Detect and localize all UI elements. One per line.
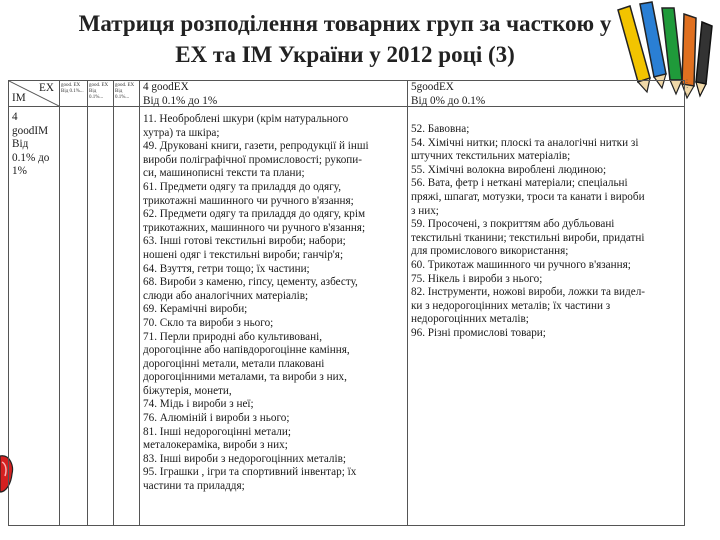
list-item: 49. Друковані книги, газети, репродукції й інші <box>143 140 369 153</box>
list-item: металокераміка, вироби з них; <box>143 439 288 452</box>
list-item: 76. Алюміній і вироби з нього; <box>143 412 290 425</box>
table-grid-line <box>139 81 140 525</box>
list-item: дорогоцінними металами, та вироби з них, <box>143 371 347 384</box>
list-item: 62. Предмети одягу та приладдя до одягу, крім <box>143 208 366 221</box>
tiny-header-1: good. EX Від 0.1%... <box>61 83 84 94</box>
tiny-header-3: good. EX Від 0.1%... <box>115 83 135 100</box>
list-item: 74. Мідь і вироби з неї; <box>143 398 254 411</box>
list-item: біжутерія, монети, <box>143 384 232 397</box>
row-label-line: goodIM <box>12 124 49 137</box>
row-label-line: 4 <box>12 111 18 123</box>
list-item: 56. Вата, фетр і неткані матеріали; спеціальні <box>411 177 628 190</box>
row-label-4goodim <box>12 111 58 179</box>
slide-title <box>0 8 690 70</box>
list-item: 61. Предмети одягу та приладдя до одягу, <box>143 180 342 193</box>
list-item: 75. Нікель і вироби з нього; <box>411 272 543 285</box>
list-item: 81. Інші недорогоцінні метали; <box>143 425 291 438</box>
column-header-4goodex <box>143 81 217 108</box>
list-item: для промислового використання; <box>411 245 569 258</box>
list-item: 68. Вироби з каменю, гіпсу, цементу, азбесту, <box>143 276 358 289</box>
list-item: хутра) та шкіра; <box>143 126 220 139</box>
corner-ex-label: EX <box>39 82 54 94</box>
list-item: 52. Бавовна; <box>411 123 470 135</box>
list-item: частини та приладдя; <box>143 480 245 493</box>
list-item: 60. Трикотаж машинного чи ручного в'язання; <box>411 258 631 271</box>
list-item: слюди або аналогічних матеріалів; <box>143 289 309 302</box>
margin-mark: : <box>686 91 688 99</box>
column-header-5goodex-range: Від 0% до 0.1% <box>411 94 486 107</box>
table-grid-line <box>9 106 684 107</box>
list-item: 69. Керамічні вироби; <box>143 303 248 316</box>
goods-list-5goodex <box>411 123 683 341</box>
list-item: трикотажні машинного чи ручного в'язання; <box>143 194 354 207</box>
list-item: 59. Просочені, з покриттям або дубльовані <box>411 218 615 231</box>
list-item: 96. Різні промислові товари; <box>411 326 546 339</box>
goods-matrix-table <box>8 80 685 526</box>
list-item: пряжі, шпагат, мотузки, троси та канати і вироби <box>411 190 645 203</box>
list-item: ки з недорогоцінних металів; їх частини з <box>411 299 611 312</box>
list-item: 64. Взуття, гетри тощо; їх частини; <box>143 262 310 275</box>
table-grid-line <box>113 81 114 525</box>
list-item: 55. Хімічні волокна вироблені людиною; <box>411 163 607 176</box>
list-item: дорогоцінні метали, метали плаковані <box>143 357 325 370</box>
list-item: 83. Інші вироби з недорогоцінних металів; <box>143 452 347 465</box>
margin-mark: · <box>686 84 689 92</box>
list-item: 70. Скло та вироби з нього; <box>143 316 274 329</box>
list-item: 54. Хімічні нитки; плоскі та аналогічні нитки зі <box>411 136 639 149</box>
row-label-line: 0.1% до <box>12 151 50 164</box>
list-item: трикотажних, машинного чи ручного в'язання; <box>143 221 366 234</box>
corner-im-label: IM <box>12 92 26 104</box>
list-item: 11. Необроблені шкури (крім натурального <box>143 113 349 125</box>
column-header-4goodex-range: Від 0.1% до 1% <box>143 94 218 107</box>
list-item: 82. Інструменти, ножові вироби, ложки та видел- <box>411 286 646 299</box>
row-label-line: 1% <box>12 165 27 178</box>
table-grid-line <box>407 81 408 525</box>
tiny-header-2: good. EX Від 0.1%... <box>89 83 109 100</box>
margin-mark: : <box>686 77 688 85</box>
column-header-5goodex-code: 5goodEX <box>411 81 454 93</box>
list-item: си, машинописні тексти та плани; <box>143 167 305 180</box>
table-grid-line <box>59 81 60 525</box>
list-item: 95. Іграшки , ігри та спортивний інвентар; їх <box>143 466 357 479</box>
right-margin-marks <box>686 78 694 99</box>
row-label-line: Від <box>12 138 29 151</box>
column-header-5goodex <box>411 81 485 108</box>
title-line-2: ЕХ та ІМ України у 2012 році (3) <box>175 42 515 67</box>
list-item: текстильні тканини; текстильні вироби, придатні <box>411 231 645 244</box>
list-item: недорогоцінних металів; <box>411 313 529 326</box>
list-item: вироби поліграфічної промисловості; рукопи- <box>143 153 362 166</box>
list-item: дорогоцінне або напівдорогоцінне каміння, <box>143 344 350 357</box>
list-item: штучних текстильних матеріалів; <box>411 150 571 163</box>
list-item: 63. Інші готові текстильні вироби; набори; <box>143 235 346 248</box>
title-line-1: Матриця розподілення товарних груп за часткою у <box>78 11 612 36</box>
table-grid-line <box>87 81 88 525</box>
column-header-4goodex-code: 4 goodEX <box>143 81 189 93</box>
list-item: ношені одяг і текстильні вироби; ганчір'я; <box>143 248 344 261</box>
pencil-dark <box>696 22 712 96</box>
list-item: з них; <box>411 204 439 217</box>
list-item: 71. Перли природні або культивовані, <box>143 330 323 343</box>
goods-list-4goodex <box>143 113 405 494</box>
